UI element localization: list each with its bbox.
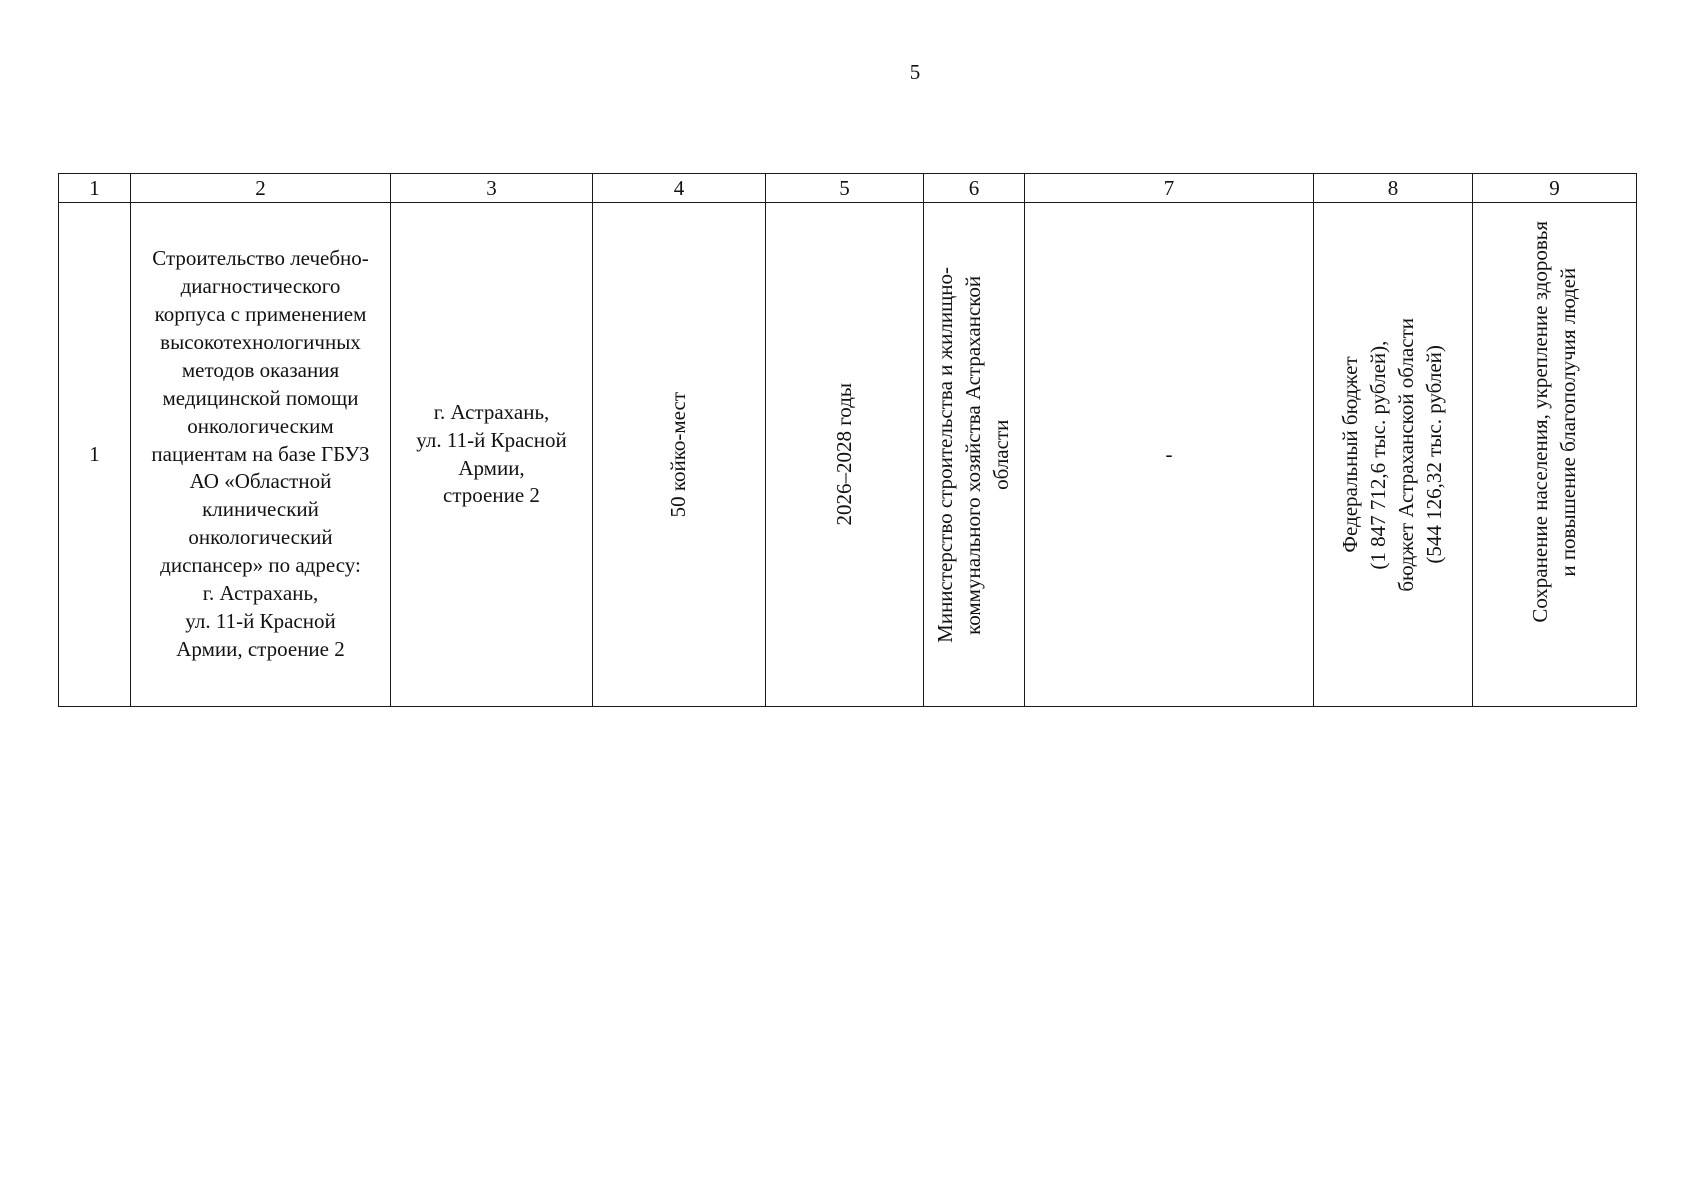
col7-dash: - [1165,441,1173,466]
cell-responsible [924,203,1025,707]
cell-goal [1473,203,1637,707]
cell-col7 [1025,203,1314,707]
object-name: Строительство лечебно- диагностического корпуса с применением высокотехнологичных методов оказания медицинской помощи онкологическим пациентам на базе ГБУЗ АО «Областной клинический онкологический диспансер» по адресу: г. Астрахань, ул. 11-й Красной Армии, строение 2 [151,246,370,661]
header-col-3: 3 [391,174,593,203]
header-col-7: 7 [1025,174,1314,203]
cell-address [391,203,593,707]
header-col-5: 5 [766,174,924,203]
header-col-2: 2 [131,174,391,203]
investment-table [58,173,1637,707]
header-row [59,174,1637,203]
capacity-text: 50 койко-мест [666,391,691,518]
cell-funding [1314,203,1473,707]
header-col-8: 8 [1314,174,1473,203]
header-col-6: 6 [924,174,1025,203]
cell-object-name [131,203,391,707]
funding-text: Федеральный бюджет (1 847 712,6 тыс. рублей), бюджет Астраханской области (544 126,32 тыс. рублей) [1338,317,1446,592]
period-text: 2026–2028 годы [831,383,856,526]
row-number: 1 [89,441,100,466]
table-row [59,203,1637,707]
cell-period [766,203,924,707]
cell-capacity [593,203,766,707]
header-col-1: 1 [59,174,131,203]
goal-text: Сохранение населения, укрепление здоровья и повышение благополучия людей [1527,221,1580,623]
header-col-4: 4 [593,174,766,203]
responsible-text: Министерство строительства и жилищно- коммунального хозяйства Астраханской области [933,266,1013,643]
object-address: г. Астрахань, ул. 11-й Красной Армии, строение 2 [416,399,567,508]
header-col-9: 9 [1473,174,1637,203]
cell-row-number [59,203,131,707]
page-number: 5 [909,60,921,84]
